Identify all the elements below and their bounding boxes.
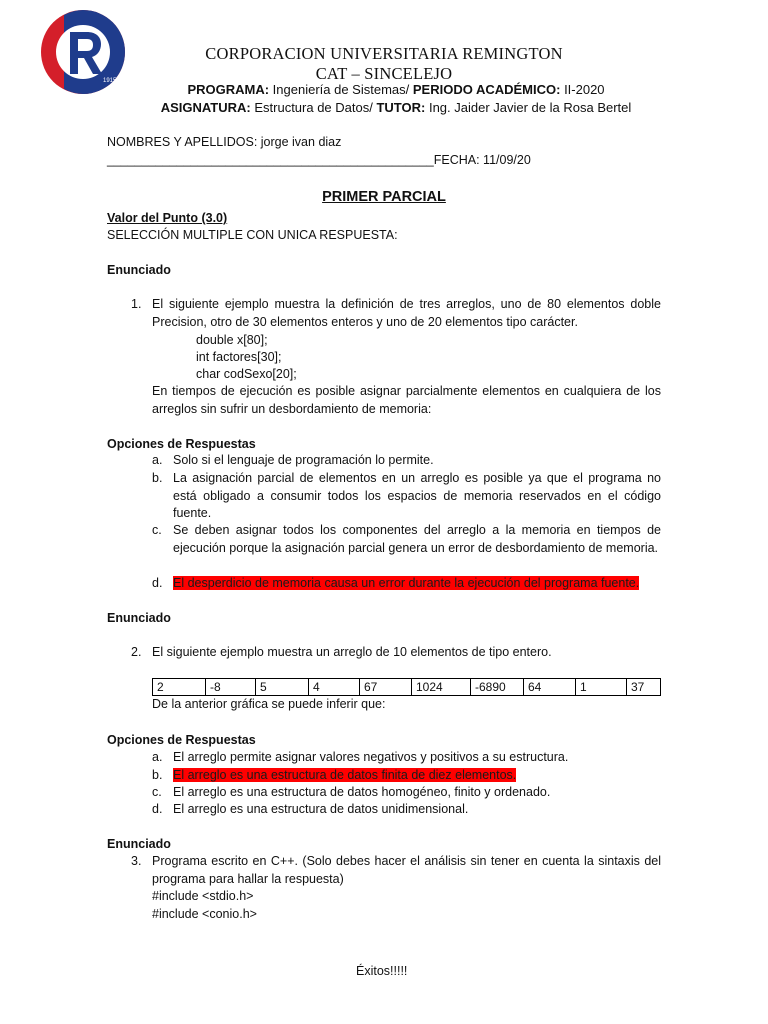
q2-option-d: El arreglo es una estructura de datos unidimensional.	[173, 802, 469, 816]
q2-option-c: El arreglo es una estructura de datos homogéneo, finito y ordenado.	[173, 785, 551, 799]
q1-code-line: int factores[30];	[196, 350, 282, 364]
q3-heading: Enunciado	[107, 837, 171, 851]
q1-question: En tiempos de ejecución es posible asignar parcialmente elementos en cualquiera de los arreglos sin sufrir un desbordamiento de memoria:	[152, 384, 661, 416]
q2-number: 2.	[131, 645, 142, 659]
q2-selected-answer: El arreglo es una estructura de datos finita de diez elementos.	[173, 768, 517, 782]
q2-option-a: El arreglo permite asignar valores negativos y positivos a su estructura.	[173, 750, 569, 764]
option-letter: d.	[152, 802, 163, 816]
array-cell: 2	[153, 679, 206, 696]
option-letter: b.	[152, 768, 163, 782]
array-cell: 4	[309, 679, 360, 696]
q2-text: El siguiente ejemplo muestra un arreglo de 10 elementos de tipo entero.	[152, 645, 552, 659]
student-name-line: NOMBRES Y APELLIDOS: jorge ivan diaz	[107, 135, 342, 149]
q1-option-d	[173, 575, 639, 591]
q1-options-heading: Opciones de Respuestas	[107, 437, 256, 451]
points-value: Valor del Punto (3.0)	[107, 211, 228, 225]
program-line: PROGRAMA: Ingeniería de Sistemas/ PERIODO ACADÉMICO: II-2020	[187, 82, 605, 97]
array-cell: 37	[627, 679, 661, 696]
q1-selected-answer: El desperdicio de memoria causa un error durante la ejecución del programa fuente.	[173, 576, 640, 590]
array-cell: -6890	[471, 679, 524, 696]
array-cell: 1024	[412, 679, 471, 696]
q1-number: 1.	[131, 297, 142, 311]
array-cell: 67	[360, 679, 412, 696]
option-letter: a.	[152, 750, 163, 764]
subject-line: ASIGNATURA: Estructura de Datos/ TUTOR: Ing. Jaider Javier de la Rosa Bertel	[160, 100, 632, 115]
q3-code-line: #include <conio.h>	[152, 907, 257, 921]
q2-array-table	[152, 678, 661, 696]
q2-heading: Enunciado	[107, 611, 171, 625]
array-cell: -8	[206, 679, 256, 696]
option-letter: d.	[152, 576, 163, 590]
array-cell: 5	[256, 679, 309, 696]
exam-type: SELECCIÓN MULTIPLE CON UNICA RESPUESTA:	[107, 228, 398, 242]
institution-name: CORPORACION UNIVERSITARIA REMINGTON	[205, 44, 563, 63]
q1-heading: Enunciado	[107, 263, 171, 277]
q3-text: Programa escrito en C++. (Solo debes hacer el análisis sin tener en cuenta la sintaxis del programa para hallar la respuesta)	[152, 854, 661, 886]
option-letter: c.	[152, 523, 162, 537]
q3-code-line: #include <stdio.h>	[152, 889, 254, 903]
q1-option-b: La asignación parcial de elementos en un arreglo es posible ya que el programa no está obligado a consumir todos los espacios de memoria reservados en el código fuente.	[173, 471, 661, 520]
array-row	[153, 679, 661, 696]
campus-name: CAT – SINCELEJO	[315, 64, 453, 83]
option-letter: a.	[152, 453, 163, 467]
array-cell: 1	[576, 679, 627, 696]
q1-option-c: Se deben asignar todos los componentes del arreglo a la memoria en tiempos de ejecución porque la asignación parcial genera un error de desbordamiento de memoria.	[173, 523, 661, 555]
q2-option-b	[173, 767, 516, 783]
footer-text: Éxitos!!!!!	[356, 964, 408, 978]
q1-option-a: Solo si el lenguaje de programación lo permite.	[173, 453, 434, 467]
option-letter: c.	[152, 785, 162, 799]
q2-question: De la anterior gráfica se puede inferir que:	[152, 697, 386, 711]
exam-title: PRIMER PARCIAL	[322, 189, 446, 205]
q2-options-heading: Opciones de Respuestas	[107, 733, 256, 747]
date-line: _______________________________________________FECHA: 11/09/20	[107, 153, 531, 167]
logo-year: 1915	[103, 78, 117, 84]
q3-number: 3.	[131, 854, 142, 868]
q1-code-line: char codSexo[20];	[196, 367, 297, 381]
option-letter: b.	[152, 471, 163, 485]
q1-code-line: double x[80];	[196, 333, 268, 347]
q1-text: El siguiente ejemplo muestra la definición de tres arreglos, uno de 80 elementos doble Precision, otro de 30 elementos enteros y uno de 20 elementos tipo carácter.	[152, 297, 661, 329]
array-cell: 64	[524, 679, 576, 696]
